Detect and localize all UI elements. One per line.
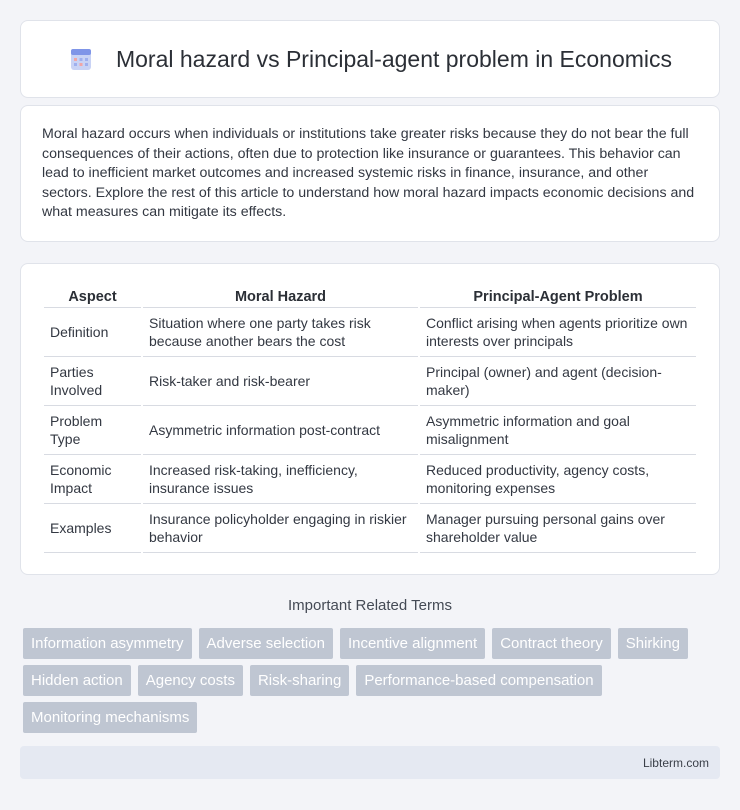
comparison-card [20, 263, 720, 575]
tag-monitoring-mechanisms[interactable]: Monitoring mechanisms [23, 702, 197, 733]
header-principal-agent: Principal-Agent Problem [420, 284, 696, 308]
tag-risk-sharing[interactable]: Risk-sharing [250, 665, 349, 696]
tag-shirking[interactable]: Shirking [618, 628, 688, 659]
row-moral-hazard: Risk-taker and risk-bearer [143, 357, 418, 406]
row-principal-agent: Reduced productivity, agency costs, monitoring expenses [420, 455, 696, 504]
related-terms-title: Important Related Terms [288, 597, 452, 614]
footer [20, 746, 720, 779]
page-title: Moral hazard vs Principal-agent problem in Economics [115, 45, 673, 72]
row-aspect: Economic Impact [44, 455, 141, 504]
row-aspect: Examples [44, 504, 141, 553]
tag-contract-theory[interactable]: Contract theory [492, 628, 611, 659]
table-header-row [44, 284, 696, 308]
table-row [44, 504, 696, 553]
intro-paragraph: Moral hazard occurs when individuals or institutions take greater risks because they do not bear the full consequences of their actions, often due to protection like insurance or guarantees. This behavior can lead to inefficient market outcomes and increased systemic risks in finance, insurance, and other sectors. Explore the rest of this article to understand how moral hazard impacts economic decisions and what measures can mitigate its effects. [42, 126, 695, 221]
tag-incentive-alignment[interactable]: Incentive alignment [340, 628, 485, 659]
intro-card [20, 105, 720, 242]
comparison-table [42, 284, 698, 553]
related-terms-list [23, 628, 723, 739]
row-moral-hazard: Asymmetric information post-contract [143, 406, 418, 455]
document-icon [68, 46, 94, 72]
row-principal-agent: Manager pursuing personal gains over shareholder value [420, 504, 696, 553]
table-row [44, 308, 696, 357]
tag-performance-based-compensation[interactable]: Performance-based compensation [356, 665, 601, 696]
tag-information-asymmetry[interactable]: Information asymmetry [23, 628, 192, 659]
row-principal-agent: Asymmetric information and goal misalignment [420, 406, 696, 455]
row-moral-hazard: Increased risk-taking, inefficiency, insurance issues [143, 455, 418, 504]
tag-adverse-selection[interactable]: Adverse selection [199, 628, 333, 659]
row-aspect: Parties Involved [44, 357, 141, 406]
row-aspect: Definition [44, 308, 141, 357]
table-row [44, 357, 696, 406]
table-row [44, 406, 696, 455]
row-principal-agent: Conflict arising when agents prioritize own interests over principals [420, 308, 696, 357]
tag-hidden-action[interactable]: Hidden action [23, 665, 131, 696]
header-moral-hazard: Moral Hazard [143, 284, 418, 308]
footer-brand-link[interactable]: Libterm.com [642, 756, 709, 770]
title-card [20, 20, 720, 98]
table-row [44, 455, 696, 504]
tag-agency-costs[interactable]: Agency costs [138, 665, 243, 696]
row-principal-agent: Principal (owner) and agent (decision-maker) [420, 357, 696, 406]
row-aspect: Problem Type [44, 406, 141, 455]
header-aspect: Aspect [44, 284, 141, 308]
row-moral-hazard: Situation where one party takes risk because another bears the cost [143, 308, 418, 357]
row-moral-hazard: Insurance policyholder engaging in riskier behavior [143, 504, 418, 553]
